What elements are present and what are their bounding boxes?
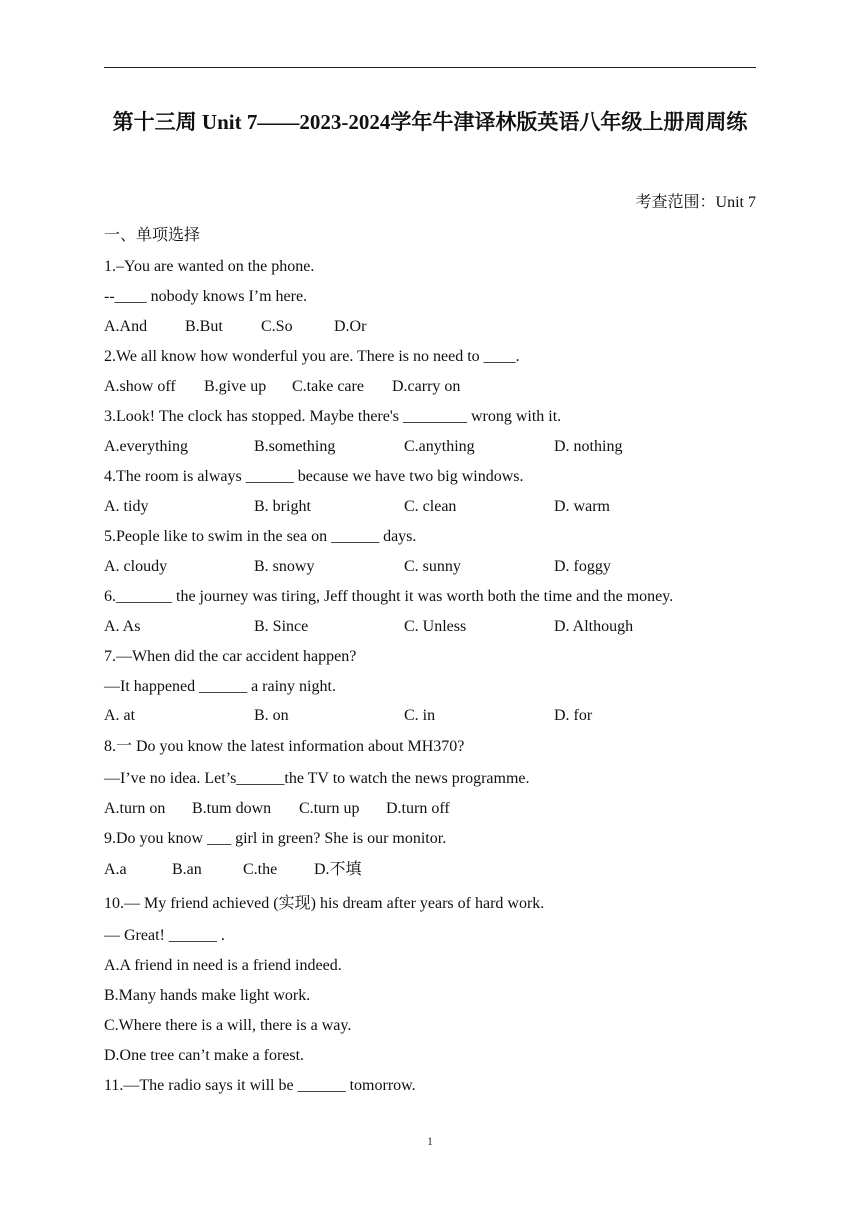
option: A. As <box>104 618 141 635</box>
question-line: —It happened ______ a rainy night. <box>104 678 336 695</box>
option: C. Unless <box>404 618 467 635</box>
option: B. bright <box>254 498 311 515</box>
exam-scope: 考查范围：Unit 7 <box>635 194 756 211</box>
option: D. foggy <box>554 558 611 575</box>
question-stem: 6._______ the journey was tiring, Jeff thought it was worth both the time and the money. <box>104 588 674 605</box>
option: D.carry on <box>392 378 461 395</box>
option: A. tidy <box>104 498 149 515</box>
option: A.A friend in need is a friend indeed. <box>104 957 342 974</box>
option: A.show off <box>104 378 176 395</box>
option: C.anything <box>404 438 475 455</box>
option: D. nothing <box>554 438 623 455</box>
option: D. for <box>554 707 593 724</box>
option: C. sunny <box>404 558 461 575</box>
option: B. Since <box>254 618 309 635</box>
option: C. clean <box>404 498 457 515</box>
option: A.a <box>104 861 127 878</box>
option: B. snowy <box>254 558 315 575</box>
header-rule <box>104 67 756 68</box>
option: C.So <box>261 318 293 335</box>
question-stem: 8.一 Do you know the latest information about MH370? <box>104 738 465 755</box>
question-stem: 10.— My friend achieved (实现) his dream after years of hard work. <box>104 895 545 912</box>
option: C.Where there is a will, there is a way. <box>104 1017 352 1034</box>
question-stem: 4.The room is always ______ because we have two big windows. <box>104 468 524 485</box>
option: D.Or <box>334 318 367 335</box>
option: A.And <box>104 318 148 335</box>
option: B. on <box>254 707 289 724</box>
option: B.something <box>254 438 336 455</box>
question-stem: 5.People like to swim in the sea on ______ days. <box>104 528 417 545</box>
option: C.the <box>243 861 278 878</box>
option: C.turn up <box>299 800 360 817</box>
option: D.不填 <box>314 861 362 878</box>
option: D. Although <box>554 618 634 635</box>
option: B.Many hands make light work. <box>104 987 311 1004</box>
question-line: — Great! ______ . <box>104 927 225 944</box>
question-stem: 1.–You are wanted on the phone. <box>104 258 315 275</box>
question-stem: 9.Do you know ___ girl in green? She is our monitor. <box>104 830 447 847</box>
option: D.One tree can’t make a forest. <box>104 1047 305 1064</box>
document-title: 第十三周 Unit 7——2023-2024学年牛津译林版英语八年级上册周周练 <box>112 110 748 134</box>
question-stem: 3.Look! The clock has stopped. Maybe there's ________ wrong with it. <box>104 408 562 425</box>
question-stem: 2.We all know how wonderful you are. There is no need to ____. <box>104 348 520 365</box>
option: A. cloudy <box>104 558 168 575</box>
question-line: —I’ve no idea. Let’s______the TV to watch the news programme. <box>104 770 530 787</box>
option: B.an <box>172 861 202 878</box>
option: A.turn on <box>104 800 166 817</box>
option: C. in <box>404 707 436 724</box>
option: C.take care <box>292 378 364 395</box>
option: B.But <box>185 318 223 335</box>
option: B.give up <box>204 378 267 395</box>
question-stem: 7.—When did the car accident happen? <box>104 648 357 665</box>
option: D. warm <box>554 498 610 515</box>
question-line: --____ nobody knows I’m here. <box>104 288 308 305</box>
section-heading: 一、单项选择 <box>104 227 201 244</box>
option: D.turn off <box>386 800 450 817</box>
option: A. at <box>104 707 136 724</box>
page-number: 1 <box>427 1134 433 1148</box>
question-stem: 11.—The radio says it will be ______ tomorrow. <box>104 1077 416 1094</box>
option: B.tum down <box>192 800 272 817</box>
option: A.everything <box>104 438 188 455</box>
